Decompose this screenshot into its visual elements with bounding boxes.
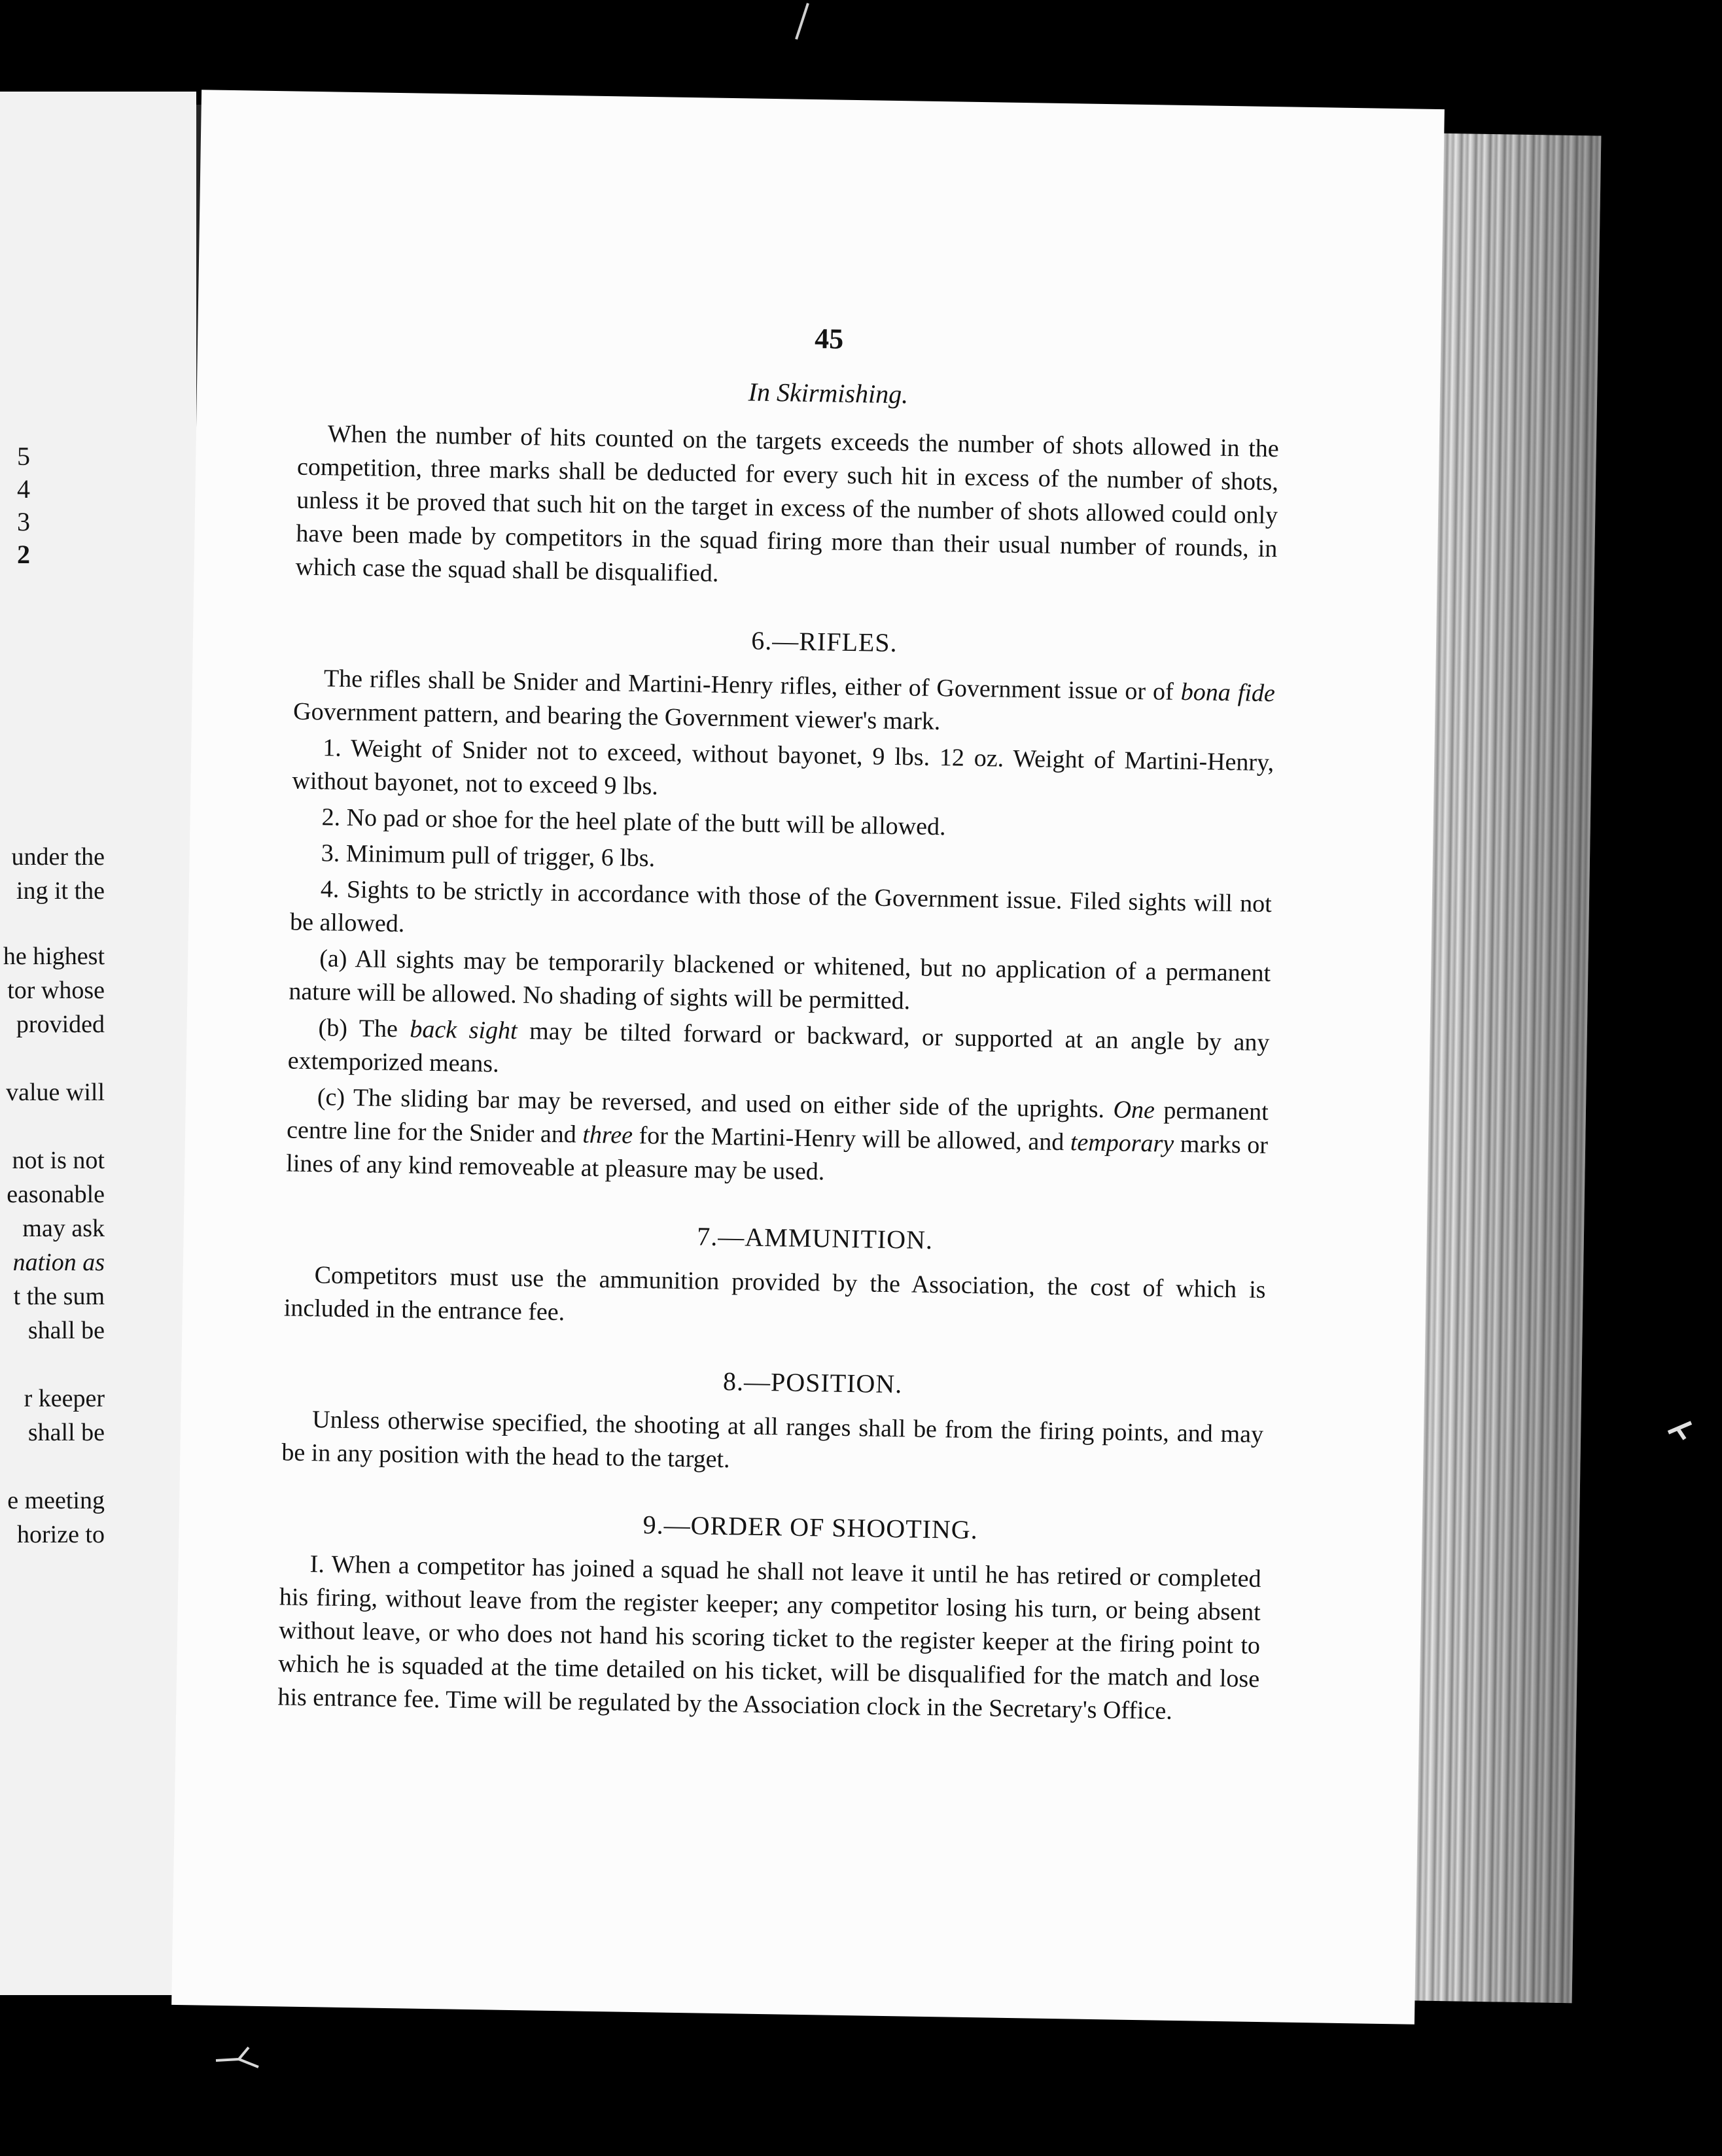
left-fragment: horize to: [16, 1521, 105, 1548]
left-fragment: t the sum: [13, 1283, 105, 1310]
margin-number: 3: [17, 507, 30, 536]
margin-number: 4: [17, 474, 30, 504]
rifles-item-c: (c) The sliding bar may be reversed, and used on either side of the uprights. One permanent centre line for the Snider and three for the Martini-Henry will be allowed, and temporary marks or lines of any kind removeable at pleasure may be used.: [286, 1083, 1269, 1186]
rifles-intro: The rifles shall be Snider and Martini-Henry rifles, either of Government issue or of bona fide Government pattern, and bearing the Government viewer's mark.: [292, 665, 1276, 736]
margin-number: 2: [17, 540, 30, 569]
left-fragment: nation as: [12, 1249, 105, 1276]
left-fragment: easonable: [7, 1181, 105, 1208]
order-heading: 9.—ORDER OF SHOOTING.: [642, 1510, 979, 1545]
left-page: [0, 92, 196, 1995]
left-fragment: ing it the: [16, 877, 105, 905]
left-fragment: tor whose: [7, 977, 105, 1004]
rifles-item-a: (a) All sights may be temporarily blackened or whitened, but no application of a permanent nature will be allowed. No shading of sights will be permitted.: [289, 945, 1271, 1015]
rifles-item-4: 4. Sights to be strictly in accordance with those of the Government issue. Filed sights will not be allowed.: [289, 875, 1273, 938]
left-fragment: provided: [16, 1011, 105, 1038]
left-fragment: r keeper: [24, 1385, 105, 1412]
rifles-item-2: 2. No pad or shoe for the heel plate of the butt will be allowed.: [321, 803, 946, 841]
rifles-heading: 6.—RIFLES.: [750, 625, 898, 658]
scan-artifact: [213, 2041, 265, 2074]
left-fragment: e meeting: [7, 1487, 105, 1514]
order-text: I. When a competitor has joined a squad he shall not leave it until he has retired or completed his firing, without leave from the register keeper; any competitor losing his turn, or being absent without leave, or who does not hand his scoring ticket to the register keeper at the firing point to which he is squaded at the time detailed on his ticket, will be disqualified for the match and lose his entrance fee. Time will be regulated by the Association clock in the Secretary's Office.: [277, 1550, 1261, 1725]
left-fragment: under the: [11, 843, 105, 871]
main-page: [171, 90, 1445, 2024]
left-fragment: he highest: [3, 943, 105, 970]
left-fragment: value will: [6, 1079, 105, 1106]
ammunition-text: Competitors must use the ammunition provided by the Association, the cost of which is included in the entrance fee.: [283, 1261, 1266, 1327]
rifles-item-3: 3. Minimum pull of trigger, 6 lbs.: [321, 839, 656, 873]
position-text: Unless otherwise specified, the shooting at all ranges shall be from the firing points, and may be in any position with the head to the target.: [281, 1406, 1264, 1474]
page-content: [277, 314, 1280, 1764]
left-fragment: may ask: [22, 1215, 105, 1242]
position-heading: 8.—POSITION.: [722, 1366, 903, 1399]
scan-artifact: [788, 0, 815, 46]
left-fragment: not is not: [12, 1147, 105, 1174]
left-fragment: shall be: [27, 1317, 105, 1344]
skirmishing-paragraph: When the number of hits counted on the targets exceeds the number of shots allowed in the competition, three marks shall be deducted for every such hit in excess of the number of shots, unless it be proved that such hit on the target in excess of the number of shots allowed could only have been made by competitors in the squad firing more than their usual number of rounds, in which case the squad shall be disqualified.: [295, 420, 1280, 587]
margin-number: 5: [17, 442, 30, 471]
left-fragment: shall be: [27, 1419, 105, 1446]
section-subtitle: In Skirmishing.: [748, 377, 909, 409]
rifles-item-1: 1. Weight of Snider not to exceed, without bayonet, 9 lbs. 12 oz. Weight of Martini-Henry, without bayonet, not to exceed 9 lbs.: [292, 734, 1274, 801]
rifles-item-b: (b) The back sight may be tilted forward or backward, or supported at an angle by any extemporized means.: [287, 1014, 1270, 1078]
scan-artifact: [1665, 1416, 1698, 1442]
ammunition-heading: 7.—AMMUNITION.: [696, 1221, 934, 1255]
page-number: 45: [814, 322, 844, 355]
